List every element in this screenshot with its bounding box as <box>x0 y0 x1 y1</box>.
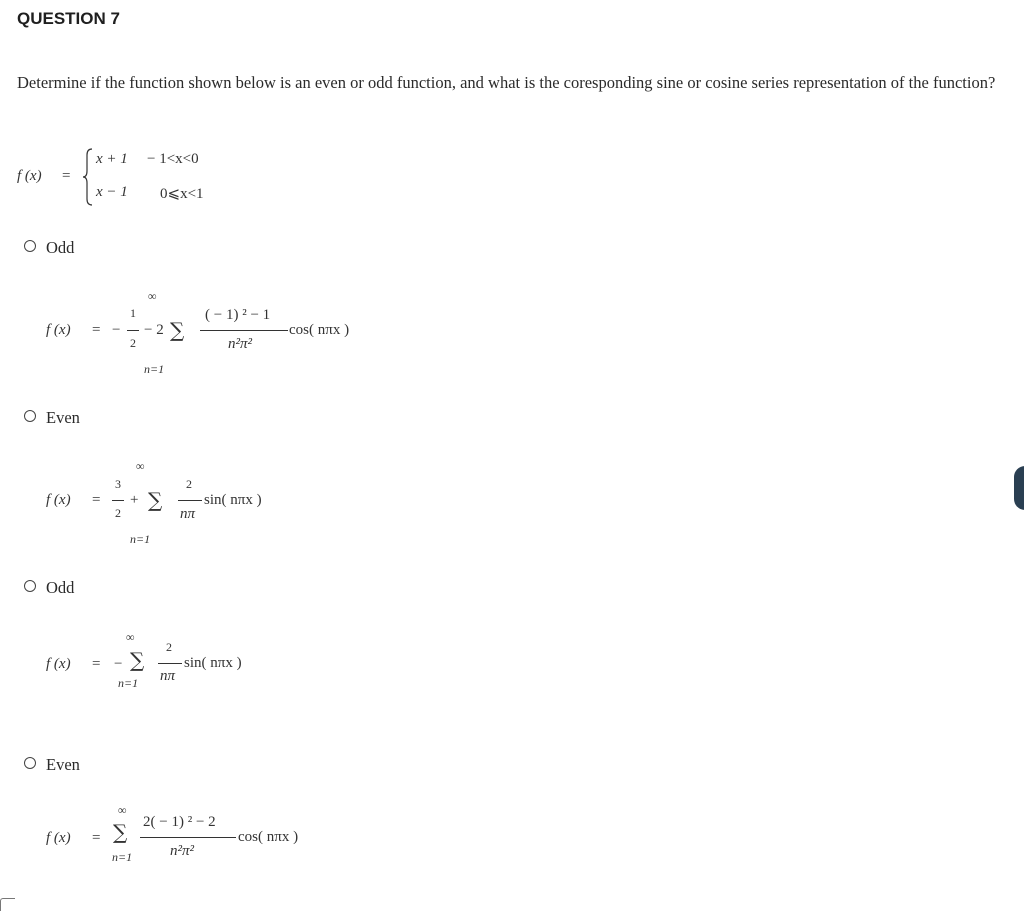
question-title: QUESTION 7 <box>17 9 120 28</box>
trig-term: cos( nπx ) <box>289 322 350 338</box>
resize-corner <box>0 898 15 911</box>
series-denominator: nπ <box>180 506 196 522</box>
series-fraction-bar <box>158 663 182 664</box>
option-2-label: Even <box>46 408 80 427</box>
sum-upper-limit: ∞ <box>118 803 127 817</box>
sum-upper-limit: ∞ <box>148 289 157 303</box>
series-numerator: ( − 1) ² − 1 <box>205 307 271 323</box>
case2-expression: x − 1 <box>96 184 128 200</box>
formula-middle-term: − 2 <box>144 322 164 338</box>
option-2-radio[interactable] <box>24 410 36 422</box>
side-panel-toggle[interactable] <box>1014 466 1024 510</box>
sum-upper-limit: ∞ <box>126 630 135 644</box>
option-4-radio[interactable] <box>24 757 36 769</box>
series-numerator: 2 <box>186 477 192 491</box>
trig-term: cos( nπx ) <box>238 829 299 845</box>
series-numerator: 2 <box>166 640 172 654</box>
piecewise-equals: = <box>62 168 71 184</box>
option-1-radio[interactable] <box>24 240 36 252</box>
sum-lower-limit: n=1 <box>144 362 165 376</box>
left-brace-icon <box>82 147 94 207</box>
option-4-label: Even <box>46 755 80 774</box>
sum-lower-limit: n=1 <box>118 676 139 690</box>
formula-middle-term: + <box>130 492 139 508</box>
trig-term: sin( nπx ) <box>184 655 242 671</box>
const-fraction-bar <box>127 330 139 331</box>
formula-equals: = <box>92 656 101 672</box>
const-denominator: 2 <box>130 336 136 350</box>
option-3-radio[interactable] <box>24 580 36 592</box>
option-1-label: Odd <box>46 238 75 257</box>
series-fraction-bar <box>140 837 236 838</box>
const-numerator: 3 <box>115 477 121 491</box>
formula-lhs: f (x) <box>46 322 71 338</box>
formula-lead-sign: − <box>112 322 121 338</box>
sigma-icon: ∑ <box>148 488 163 512</box>
formula-equals: = <box>92 830 101 846</box>
sigma-icon: ∑ <box>113 820 128 844</box>
series-numerator: 2( − 1) ² − 2 <box>143 814 216 830</box>
const-fraction-bar <box>112 500 124 501</box>
series-fraction-bar <box>200 330 288 331</box>
series-fraction-bar <box>178 500 202 501</box>
sum-upper-limit: ∞ <box>136 459 145 473</box>
const-denominator: 2 <box>115 506 121 520</box>
case2-condition: 0⩽x<1 <box>160 186 204 202</box>
formula-lhs: f (x) <box>46 656 71 672</box>
formula-equals: = <box>92 322 101 338</box>
series-denominator: nπ <box>160 668 176 684</box>
formula-lead-sign: − <box>114 656 123 672</box>
formula-lhs: f (x) <box>46 830 71 846</box>
sum-lower-limit: n=1 <box>112 850 133 864</box>
sigma-icon: ∑ <box>130 648 145 672</box>
case1-condition: − 1<x<0 <box>147 151 199 167</box>
sigma-icon: ∑ <box>170 318 185 342</box>
formula-equals: = <box>92 492 101 508</box>
series-denominator: n²π² <box>228 336 253 352</box>
trig-term: sin( nπx ) <box>204 492 262 508</box>
formula-lhs: f (x) <box>46 492 71 508</box>
const-numerator: 1 <box>130 306 136 320</box>
question-prompt: Determine if the function shown below is an even or odd function, and what is the coresponding sine or cosine series representation of the function? <box>17 73 996 92</box>
sum-lower-limit: n=1 <box>130 532 151 546</box>
series-denominator: n²π² <box>170 843 195 859</box>
option-3-label: Odd <box>46 578 75 597</box>
piecewise-lhs: f (x) <box>17 168 42 184</box>
case1-expression: x + 1 <box>96 151 128 167</box>
